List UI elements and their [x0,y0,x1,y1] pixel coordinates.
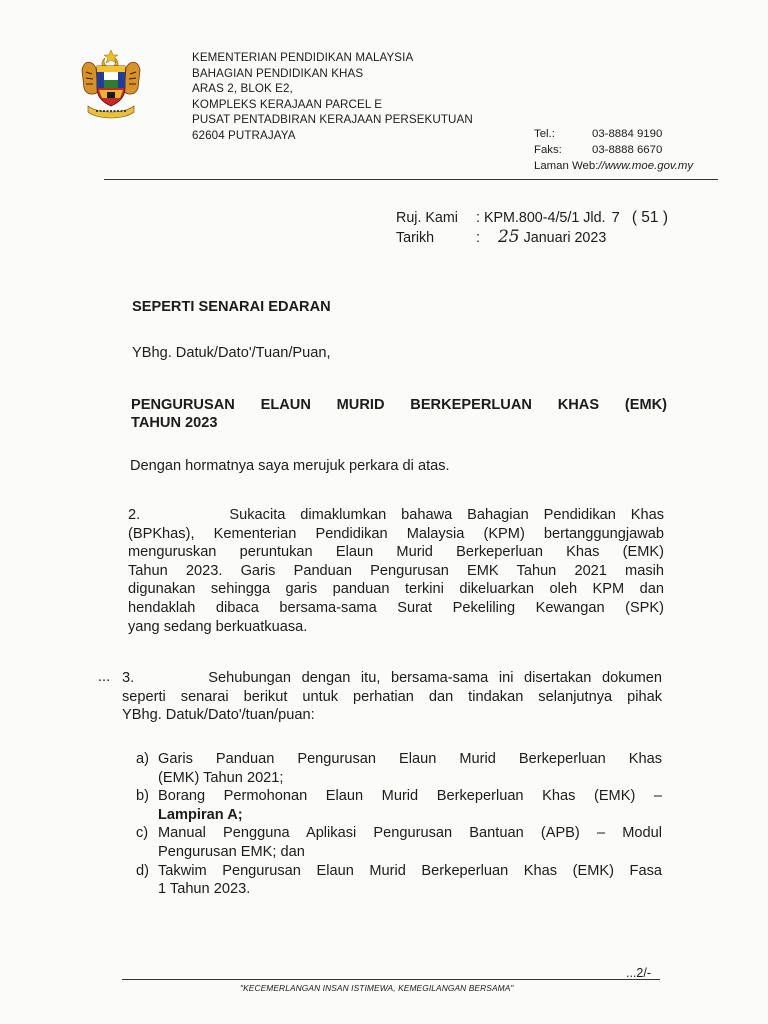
attachment-label: Lampiran A; [158,806,243,823]
list-line: Manual Pengguna Aplikasi Pengurusan Bantuan (APB) – Modul [158,825,662,842]
serial-number: ( 51 ) [631,209,669,226]
list-line [158,806,662,825]
footer-divider [122,979,660,980]
recipient: SEPERTI SENARAI EDARAN [132,299,331,315]
header-divider [104,179,718,180]
date-separator: : [476,230,480,246]
paragraph-line: digunakan sehingga garis panduan terkini dikeluarkan oleh KPM dan [128,581,664,598]
subject-line: TAHUN 2023 [131,415,218,431]
web-label: Laman Web: [534,160,599,172]
reference-block [396,208,668,248]
list-letter: c) [136,825,149,842]
paragraph-3 [122,669,662,725]
list-line: Garis Panduan Pengurusan Elaun Murid Berkeperluan Khas [158,751,662,767]
coat-of-arms-icon [78,48,144,120]
document-list [136,750,662,899]
address-line: KOMPLEKS KERAJAAN PARCEL E [192,97,383,111]
address-line: 62604 PUTRAJAYA [192,128,296,142]
web-link[interactable]: //www.moe.gov.my [598,160,694,172]
paragraph-line: Tahun 2023. Garis Panduan Pengurusan EMK Tahun 2021 masih [128,562,664,579]
tel-label: Tel.: [534,128,555,140]
date-label: Tarikh [396,230,435,246]
list-line: 1 Tahun 2023. [158,881,251,898]
page-continuation: ...2/- [626,966,652,980]
opening-paragraph: Dengan hormatnya saya merujuk perkara di atas. [130,458,450,474]
paragraph-2 [128,506,664,636]
list-item [136,824,662,861]
fax-value: 03-8888 6670 [592,144,663,156]
jld-number: 7 [611,209,620,226]
ruj-label: Ruj. Kami [396,210,458,226]
salutation: YBhg. Datuk/Dato'/Tuan/Puan, [132,345,331,361]
list-line: Pengurusan EMK; dan [158,843,305,860]
paragraph-line: yang sedang berkuatkuasa. [128,618,308,635]
subject-heading [131,396,667,432]
date-month-year: Januari 2023 [523,230,607,246]
tel-value: 03-8884 9190 [592,128,663,140]
paragraph-3-prefix: ... [98,669,111,685]
list-item [136,750,662,787]
paragraph-line: seperti senarai berikut untuk perhatian dan tindakan selanjutnya pihak [122,688,662,705]
contact-block [534,126,693,174]
paragraph-line: menguruskan peruntukan Elaun Murid Berkeperluan Khas (EMK) [128,544,664,561]
footer-motto: "KECEMERLANGAN INSAN ISTIMEWA, KEMEGILANGAN BERSAMA" [240,983,514,993]
list-letter: d) [136,862,149,879]
list-line: (EMK) Tahun 2021; [158,769,284,786]
list-item [136,787,662,824]
subject-line: PENGURUSAN ELAUN MURID BERKEPERLUAN KHAS (EMK) [131,397,667,413]
paragraph-line: 2. Sukacita dimaklumkan bahawa Bahagian Pendidikan Khas [128,507,664,523]
list-line: Borang Permohonan Elaun Murid Berkeperluan Khas (EMK) – [158,788,662,805]
paragraph-line: (BPKhas), Kementerian Pendidikan Malaysia (KPM) bertanggungjawab [128,525,664,542]
address-line: ARAS 2, BLOK E2, [192,82,293,96]
fax-label: Faks: [534,144,562,156]
ruj-value: : KPM.800-4/5/1 Jld. [476,210,606,226]
date-day-handwritten: 25 [497,227,520,247]
list-letter: a) [136,751,149,767]
list-line: Takwim Pengurusan Elaun Murid Berkeperluan Khas (EMK) Fasa [158,862,662,879]
list-item [136,862,662,899]
address-line: PUSAT PENTADBIRAN KERAJAAN PERSEKUTUAN [192,113,473,127]
letterhead-address [192,50,473,144]
list-letter: b) [136,788,149,805]
address-line: BAHAGIAN PENDIDIKAN KHAS [192,66,364,80]
paragraph-line: 3. Sehubungan dengan itu, bersama-sama ini disertakan dokumen [122,670,662,686]
address-line: KEMENTERIAN PENDIDIKAN MALAYSIA [192,51,414,64]
paragraph-line: hendaklah dibaca bersama-sama Surat Pekeliling Kewangan (SPK) [128,599,664,616]
paragraph-line: YBhg. Datuk/Dato'/tuan/puan: [122,707,315,724]
